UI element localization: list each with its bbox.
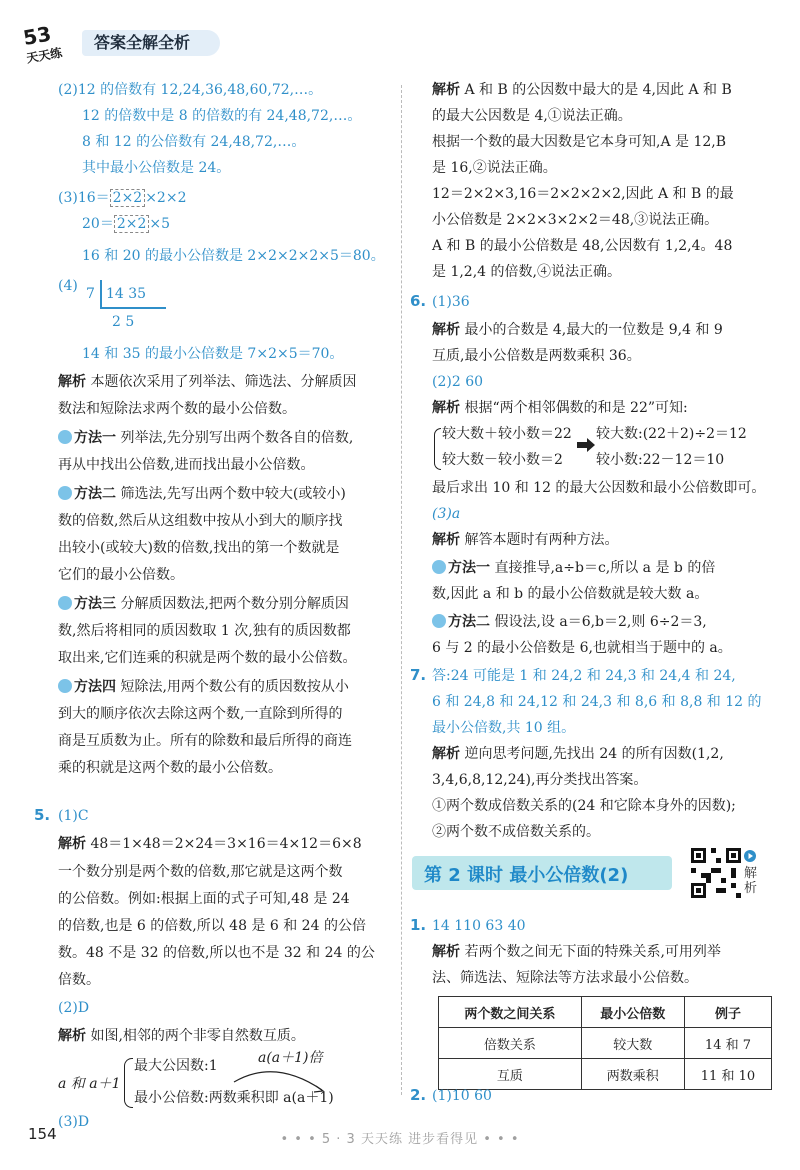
text-line: 数法和短除法求两个数的最小公倍数。 xyxy=(58,401,296,417)
method-line: 方法一 列举法,先分别写出两个数各自的倍数, xyxy=(58,428,353,448)
common-factors-box: 2×2 xyxy=(114,215,150,233)
short-division-dividends: 14 35 xyxy=(106,286,147,302)
table-header: 例子 xyxy=(684,997,771,1028)
factor-rest: ×5 xyxy=(149,216,171,232)
answer-line: 答:24 可能是 1 和 24,2 和 24,3 和 24,4 和 24, xyxy=(432,668,736,684)
analysis-line: 解析 最小的合数是 4,最大的一位数是 9,4 和 9 xyxy=(432,322,723,338)
analysis-line: 解析 逆向思考问题,先找出 24 的所有因数(1,2, xyxy=(432,746,724,762)
equation-line: 较大数＋较小数＝22 xyxy=(442,426,572,442)
equation-result: 较小数:22－12＝10 xyxy=(596,452,725,468)
answer-line: (2)D xyxy=(58,1000,90,1016)
text-line: 的公倍数。例如:根据上面的式子可知,48 是 24 xyxy=(58,891,350,907)
text-line: 根据一个数的最大因数是它本身可知,A 是 12,B xyxy=(432,134,727,150)
analysis-line: 解析 解答本题时有两种方法。 xyxy=(432,532,619,548)
qr-code-icon[interactable] xyxy=(691,848,741,898)
diagram-brace xyxy=(124,1058,133,1108)
table-cell: 14 和 7 xyxy=(684,1028,771,1059)
text-line: 它们的最小公倍数。 xyxy=(58,567,184,583)
method-line: 方法四 短除法,用两个数公有的质因数按从小 xyxy=(58,677,349,697)
text-line: 出较小(或较大)数的倍数,找出的第一个数就是 xyxy=(58,540,340,556)
analysis-line: 解析 若两个数之间无下面的特殊关系,可用列举 xyxy=(432,944,721,960)
text-line: 再从中找出公倍数,进而找出最小公倍数。 xyxy=(58,457,315,473)
text-line: ②两个数不成倍数关系的。 xyxy=(432,824,600,840)
diagram-bottom-label: 最小公倍数:两数乘积即 a(a＋1) xyxy=(134,1090,334,1106)
section-title: 第 2 课时 最小公倍数(2) xyxy=(424,865,629,886)
text-line: 乘的积就是这两个数的最小公倍数。 xyxy=(58,760,282,776)
text-line: ①两个数成倍数关系的(24 和它除本身外的因数); xyxy=(432,798,736,814)
svg-text:天天练: 天天练 xyxy=(25,45,64,64)
text-line: 法、筛选法、短除法等方法求最小公倍数。 xyxy=(432,970,698,986)
table-cell: 较大数 xyxy=(581,1028,684,1059)
equation-result: 较大数:(22＋2)÷2＝12 xyxy=(596,426,747,442)
equation-brace xyxy=(434,428,441,470)
play-icon xyxy=(744,850,756,862)
table-header-row xyxy=(439,997,772,1028)
table-row xyxy=(439,1059,772,1090)
question-number: 2. xyxy=(410,1086,427,1104)
text-line: 12＝2×2×3,16＝2×2×2×2,因此 A 和 B 的最 xyxy=(432,186,734,202)
diagram-left-label: a 和 a＋1 xyxy=(58,1076,121,1092)
short-division-bar xyxy=(100,280,102,308)
text-line: 是 16,②说法正确。 xyxy=(432,160,557,176)
method-icon xyxy=(432,614,446,628)
text-line: 取出来,它们连乘的积就是两个数的最小公倍数。 xyxy=(58,650,357,666)
method-line: 方法二 筛选法,先写出两个数中较大(或较小) xyxy=(58,484,346,504)
text-line: 的最大公因数是 4,①说法正确。 xyxy=(432,108,632,124)
method-line: 方法二 假设法,设 a＝6,b＝2,则 6÷2＝3, xyxy=(432,612,707,632)
short-division-divisor: 7 xyxy=(86,286,95,302)
diagram-top-label: 最大公因数:1 xyxy=(134,1058,218,1074)
footer-slogan: • • • 5 · 3 天天练 进步看得见 • • • xyxy=(280,1132,520,1147)
text-line: 14 和 35 的最小公倍数是 7×2×5＝70。 xyxy=(82,346,344,362)
text-line: 最后求出 10 和 12 的最大公因数和最小公倍数即可。 xyxy=(432,480,766,496)
qr-label: 解析 xyxy=(744,866,758,896)
header-tab: 答案全解全析 xyxy=(82,30,220,56)
text-line: 到大的顺序依次去除这两个数,一直除到所得的 xyxy=(58,706,343,722)
answer-line: (2)2 60 xyxy=(432,374,484,390)
text-line: 8 和 12 的公倍数有 24,48,72,…。 xyxy=(82,134,306,150)
page-number: 154 xyxy=(28,1125,57,1143)
table-header: 最小公倍数 xyxy=(581,997,684,1028)
answer-line: (1)10 60 xyxy=(432,1088,492,1104)
text-line: 3,4,6,8,12,24),再分类找出答案。 xyxy=(432,772,648,788)
question-number: 1. xyxy=(410,916,427,934)
factor-line-16 xyxy=(58,188,186,208)
answer-line: (3)a xyxy=(432,506,461,522)
analysis-line: 解析 根据“两个相邻偶数的和是 22”可知: xyxy=(432,400,688,416)
relation-table xyxy=(438,996,772,1090)
text-line: 12 的倍数中是 8 的倍数的有 24,48,72,…。 xyxy=(82,108,362,124)
question-number: 5. xyxy=(34,806,51,824)
answer-line: 6 和 24,8 和 24,12 和 24,3 和 8,6 和 8,8 和 12 的 xyxy=(432,694,762,710)
answer-line: 14 110 63 40 xyxy=(432,918,526,934)
factor-prefix: (3)16＝ xyxy=(58,190,110,206)
arrow-right-icon xyxy=(576,438,596,452)
answer-line: 最小公倍数,共 10 组。 xyxy=(432,720,576,736)
short-division-quotients: 2 5 xyxy=(112,314,135,330)
table-cell: 11 和 10 xyxy=(684,1059,771,1090)
text-line: 商是互质数为止。所有的除数和最后所得的商连 xyxy=(58,733,352,749)
answer-line: (1)36 xyxy=(432,294,470,310)
method-icon xyxy=(432,560,446,574)
text-line: 小公倍数是 2×2×3×2×2＝48,③说法正确。 xyxy=(432,212,719,228)
text-line: 数。48 不是 32 的倍数,所以也不是 32 和 24 的公 xyxy=(58,945,375,961)
method-icon xyxy=(58,679,72,693)
text-line: 16 和 20 的最小公倍数是 2×2×2×2×5＝80。 xyxy=(82,248,385,264)
factor-rest: ×2×2 xyxy=(145,190,187,206)
factor-prefix: 20＝ xyxy=(82,216,114,232)
column-divider xyxy=(401,85,402,1095)
text-line: A 和 B 的最小公倍数是 48,公因数有 1,2,4。48 xyxy=(432,238,733,254)
table-cell: 倍数关系 xyxy=(439,1028,582,1059)
text-line: 一个数分别是两个数的倍数,那它就是这两个数 xyxy=(58,864,343,880)
short-division-label: (4) xyxy=(58,278,78,294)
method-icon xyxy=(58,486,72,500)
text-line: 倍数。 xyxy=(58,972,100,988)
diagram-arc-label: a(a＋1)倍 xyxy=(258,1050,323,1066)
text-line: 是 1,2,4 的倍数,④说法正确。 xyxy=(432,264,621,280)
analysis-line: 解析 本题依次采用了列举法、筛选法、分解质因 xyxy=(58,374,357,390)
answer-line: (1)C xyxy=(58,808,89,824)
text-line: 其中最小公倍数是 24。 xyxy=(82,160,231,176)
svg-text:53: 53 xyxy=(22,21,53,51)
table-cell: 两数乘积 xyxy=(581,1059,684,1090)
brand-logo xyxy=(22,20,82,64)
diagram-arrow xyxy=(230,1062,330,1098)
factor-line-20 xyxy=(82,214,170,234)
analysis-label: 解析 xyxy=(58,374,86,390)
equation-line: 较大数－较小数＝2 xyxy=(442,452,563,468)
method-icon xyxy=(58,430,72,444)
analysis-line: 解析 如图,相邻的两个非零自然数互质。 xyxy=(58,1028,305,1044)
method-line: 方法三 分解质因数法,把两个数分别分解质因 xyxy=(58,594,349,614)
table-row xyxy=(439,1028,772,1059)
analysis-line: 解析 48＝1×48＝2×24＝3×16＝4×12＝6×8 xyxy=(58,836,362,852)
method-line: 方法一 直接推导,a÷b＝c,所以 a 是 b 的倍 xyxy=(432,558,715,578)
question-number: 7. xyxy=(410,666,427,684)
section-title-bar xyxy=(412,856,672,890)
table-cell: 互质 xyxy=(439,1059,582,1090)
analysis-line: 解析 A 和 B 的公因数中最大的是 4,因此 A 和 B xyxy=(432,82,732,98)
question-number: 6. xyxy=(410,292,427,310)
text-line: 数,因此 a 和 b 的最小公倍数就是较大数 a。 xyxy=(432,586,709,602)
method-icon xyxy=(58,596,72,610)
answer-line: (3)D xyxy=(58,1114,90,1130)
text-line: 的倍数,也是 6 的倍数,所以 48 是 6 和 24 的公倍 xyxy=(58,918,366,934)
table-header: 两个数之间关系 xyxy=(439,997,582,1028)
text-line: 6 与 2 的最小公倍数是 6,也就相当于题中的 a。 xyxy=(432,640,732,656)
short-division-underline xyxy=(100,307,166,309)
text-line: (2)12 的倍数有 12,24,36,48,60,72,…。 xyxy=(58,82,323,98)
text-line: 互质,最小公倍数是两数乘积 36。 xyxy=(432,348,641,364)
common-factors-box: 2×2 xyxy=(110,189,146,207)
text-line: 数的倍数,然后从这组数中按从小到大的顺序找 xyxy=(58,513,343,529)
text-line: 数,然后将相同的质因数取 1 次,独有的质因数都 xyxy=(58,623,351,639)
